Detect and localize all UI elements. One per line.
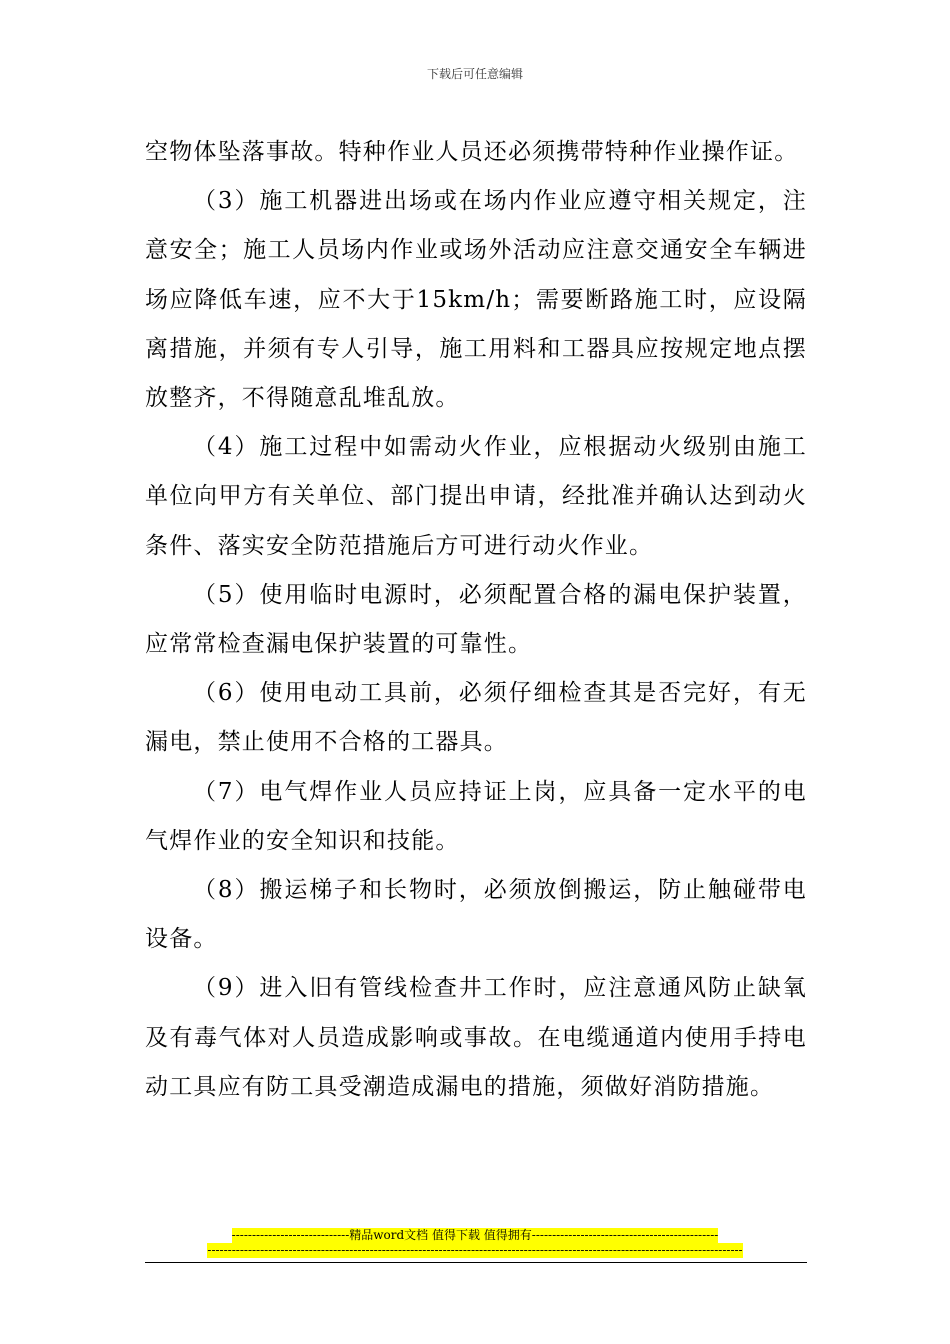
paragraph-6: （7）电气焊作业人员应持证上岗，应具备一定水平的电气焊作业的安全知识和技能。 [145, 778, 807, 854]
paragraph-3: （4）施工过程中如需动火作业，应根据动火级别由施工单位向甲方有关单位、部门提出申请，经批准并确认达到动火条件、落实安全防范措施后方可进行动火作业。 [145, 434, 807, 559]
paragraph-7: （8）搬运梯子和长物时，必须放倒搬运，防止触碰带电设备。 [145, 877, 807, 953]
footer-banner-line-2: ------------------------------------------------------------------------------------------------------------------------------------ [207, 1243, 743, 1257]
footer-banner [0, 1228, 950, 1258]
paragraph-5: （6）使用电动工具前，必须仔细检查其是否完好，有无漏电，禁止使用不合格的工器具。 [145, 680, 807, 756]
paragraph-4: （5）使用临时电源时，必须配置合格的漏电保护装置，应常常检查漏电保护装置的可靠性。 [145, 581, 807, 658]
footer-rule [145, 1262, 807, 1263]
paragraph-2: （3）施工机器进出场或在场内作业应遵守相关规定，注意安全；施工人员场内作业或场外活动应注意交通安全车辆进场应降低车速，应不大于15km/h；需要断路施工时，应设隔离措施，并须有专人引导，施工用料和工器具应按规定地点摆放整齐，不得随意乱堆乱放。 [145, 188, 807, 412]
paragraph-8: （9）进入旧有管线检查井工作时，应注意通风防止缺氧及有毒气体对人员造成影响或事故。在电缆通道内使用手持电动工具应有防工具受潮造成漏电的措施，须做好消防措施。 [145, 975, 807, 1100]
footer-banner-line-1: -----------------------------精品word文档 值得下载 值得拥有---------------------------------------------- [231, 1228, 719, 1242]
document-body [145, 128, 807, 1112]
header-note: 下载后可任意编辑 [426, 67, 523, 81]
paragraph-1: 空物体坠落事故。特种作业人员还必须携带特种作业操作证。 [145, 139, 799, 165]
